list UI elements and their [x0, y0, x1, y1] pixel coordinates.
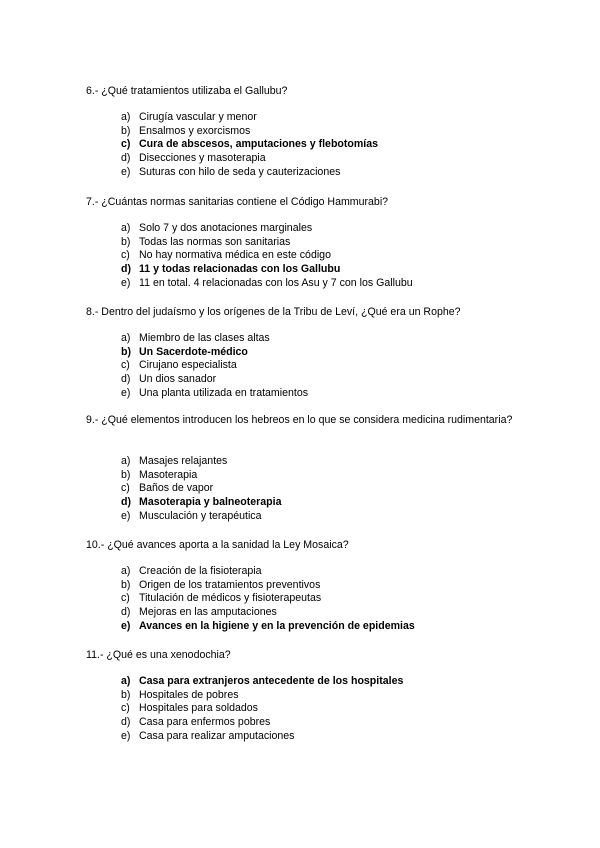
option-c-correct — [121, 138, 521, 152]
option-text: Casa para extranjeros antecedente de los hospitales — [139, 675, 404, 687]
option-d — [121, 152, 521, 166]
options-list — [121, 675, 521, 743]
option-text: 11 y todas relacionadas con los Gallubu — [139, 263, 341, 276]
option-letter: b) — [121, 235, 131, 248]
option-e — [121, 166, 521, 180]
question-10 — [86, 538, 514, 632]
option-text: Cirujano especialista — [139, 359, 237, 372]
option-letter: d) — [121, 496, 131, 509]
option-letter: e) — [121, 729, 131, 742]
option-e — [121, 277, 521, 291]
option-text: Titulación de médicos y fisioterapeutas — [139, 592, 322, 605]
option-text: Cirugía vascular y menor — [139, 111, 257, 123]
option-letter: d) — [121, 716, 131, 729]
option-text: Un Sacerdote-médico — [139, 345, 248, 358]
option-letter: a) — [121, 332, 131, 344]
option-a — [121, 455, 521, 469]
option-text: Suturas con hilo de seda y cauterizaciones — [139, 165, 341, 178]
option-d — [121, 716, 521, 730]
options-list — [121, 332, 521, 400]
option-e-correct — [121, 620, 521, 634]
option-a — [121, 332, 521, 346]
option-c — [121, 702, 521, 716]
option-letter: c) — [121, 249, 130, 262]
option-text: Cura de abscesos, amputaciones y flebotomías — [139, 138, 379, 151]
option-letter: c) — [121, 359, 130, 372]
option-letter: b) — [121, 468, 131, 481]
question-text: 8.- Dentro del judaísmo y los orígenes de la Tribu de Leví, ¿Qué era un Rophe? — [86, 306, 461, 318]
question-text: 6.- ¿Qué tratamientos utilizaba el Gallubu? — [86, 85, 288, 97]
option-b — [121, 689, 521, 703]
option-letter: e) — [121, 165, 131, 178]
option-text: Creación de la fisioterapia — [139, 565, 262, 577]
option-text: Avances en la higiene y en la prevención de epidemias — [139, 619, 415, 632]
option-e — [121, 510, 521, 524]
question-11 — [86, 648, 514, 742]
question-6 — [86, 84, 514, 178]
option-text: Origen de los tratamientos preventivos — [139, 578, 321, 591]
option-text: Masoterapia y balneoterapia — [139, 496, 282, 509]
option-text: No hay normativa médica en este código — [139, 249, 331, 262]
option-text: Un dios sanador — [139, 373, 217, 386]
option-letter: d) — [121, 152, 131, 165]
options-list — [121, 455, 521, 523]
question-9 — [86, 413, 514, 522]
question-text: 10.- ¿Qué avances aporta a la sanidad la Ley Mosaica? — [86, 539, 349, 551]
question-text: 9.- ¿Qué elementos introducen los hebreos en lo que se considera medicina rudimentaria? — [86, 414, 513, 426]
option-letter: d) — [121, 263, 131, 276]
option-letter: b) — [121, 578, 131, 591]
question-text: 11.- ¿Qué es una xenodochia? — [86, 649, 231, 661]
option-b — [121, 236, 521, 250]
option-c — [121, 482, 521, 496]
option-text: Casa para realizar amputaciones — [139, 729, 295, 742]
option-text: Casa para enfermos pobres — [139, 716, 271, 729]
option-b — [121, 579, 521, 593]
option-letter: c) — [121, 702, 130, 715]
option-text: 11 en total. 4 relacionadas con los Asu y 7 con los Gallubu — [139, 276, 413, 289]
option-d — [121, 373, 521, 387]
options-list — [121, 565, 521, 633]
option-text: Hospitales para soldados — [139, 702, 258, 715]
option-letter: a) — [121, 222, 131, 234]
option-letter: a) — [121, 565, 131, 577]
option-a — [121, 222, 521, 236]
option-d-correct — [121, 263, 521, 277]
option-a — [121, 111, 521, 125]
option-letter: e) — [121, 386, 131, 399]
option-c — [121, 249, 521, 263]
option-c — [121, 359, 521, 373]
option-text: Hospitales de pobres — [139, 688, 239, 701]
question-text: 7.- ¿Cuántas normas sanitarias contiene el Código Hammurabi? — [86, 196, 389, 208]
option-text: Todas las normas son sanitarias — [139, 235, 291, 248]
option-text: Masajes relajantes — [139, 455, 228, 467]
option-letter: d) — [121, 373, 131, 386]
question-7 — [86, 195, 514, 289]
option-letter: a) — [121, 675, 131, 687]
option-c — [121, 592, 521, 606]
option-e — [121, 730, 521, 744]
option-text: Baños de vapor — [139, 482, 214, 495]
option-text: Solo 7 y dos anotaciones marginales — [139, 222, 313, 234]
option-letter: e) — [121, 619, 131, 632]
option-text: Disecciones y masoterapia — [139, 152, 266, 165]
option-text: Mejoras en las amputaciones — [139, 606, 277, 619]
option-b — [121, 469, 521, 483]
option-b-correct — [121, 346, 521, 360]
option-letter: c) — [121, 482, 130, 495]
option-e — [121, 387, 521, 401]
options-list — [121, 111, 521, 179]
question-8 — [86, 305, 514, 399]
option-text: Miembro de las clases altas — [139, 332, 270, 344]
option-letter: c) — [121, 138, 131, 151]
option-d-correct — [121, 496, 521, 510]
option-letter: b) — [121, 345, 131, 358]
option-letter: a) — [121, 111, 131, 123]
option-b — [121, 125, 521, 139]
option-a-correct — [121, 675, 521, 689]
option-letter: e) — [121, 509, 131, 522]
option-text: Ensalmos y exorcismos — [139, 124, 251, 137]
option-text: Musculación y terapéutica — [139, 509, 262, 522]
option-text: Una planta utilizada en tratamientos — [139, 386, 309, 399]
option-letter: b) — [121, 124, 131, 137]
option-letter: e) — [121, 276, 131, 289]
option-text: Masoterapia — [139, 468, 198, 481]
option-letter: a) — [121, 455, 131, 467]
option-letter: c) — [121, 592, 130, 605]
option-d — [121, 606, 521, 620]
option-letter: d) — [121, 606, 131, 619]
option-letter: b) — [121, 688, 131, 701]
option-a — [121, 565, 521, 579]
options-list — [121, 222, 521, 290]
